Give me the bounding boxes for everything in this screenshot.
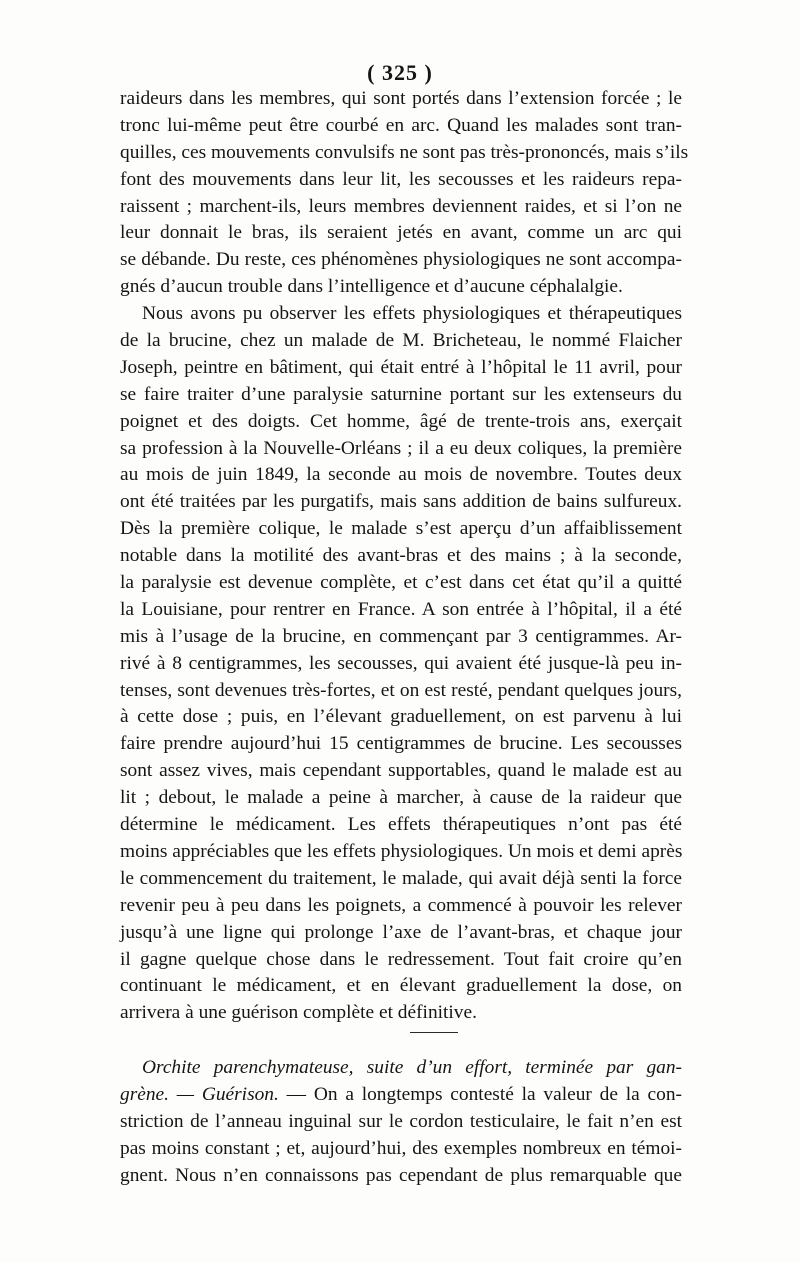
section-text: — On a longtemps contesté la valeur de la con- [278,1083,682,1105]
text-line: se faire traiter d’une paralysie saturnine portant sur les extenseurs du [120,383,682,405]
text-line: le commencement du traitement, le malade, qui avait déjà senti la force [120,867,682,889]
text-line: pas moins constant ; et, aujourd’hui, des exemples nombreux en témoi- [120,1137,682,1159]
text-line: ont été traitées par les purgatifs, mais sans addition de bains sulfureux. [120,491,682,513]
text-line: mis à l’usage de la brucine, en commençant par 3 centigrammes. Ar- [120,625,682,647]
text-line: Nous avons pu observer les effets physiologiques et thérapeutiques [142,303,682,325]
text-line: sont assez vives, mais cependant supportables, quand le malade est au [120,760,682,782]
body-text [120,86,689,1027]
section-orchite [120,1055,682,1189]
text-line: il gagne quelque chose dans le redressement. Tout fait croire qu’en [120,948,682,970]
paragraph-1 [120,86,689,301]
text-line: gnés d’aucun trouble dans l’intelligence et d’aucune céphalalgie. [120,276,623,298]
text-line: la paralysie est devenue complète, et c’est dans cet état qu’il a quitté [120,572,682,594]
text-line: tronc lui-même peut être courbé en arc. Quand les malades sont tran- [120,114,682,136]
text-line: gnent. Nous n’en connaissons pas cependant de plus remarquable que [120,1164,682,1186]
text-line: continuant le médicament, et en élevant graduellement la dose, on [120,975,682,997]
paragraph-2 [120,301,682,1027]
text-line: se débande. Du reste, ces phénomènes physiologiques ne sont accompa- [120,249,682,271]
text-line: jusqu’à une ligne qui prolonge l’axe de l’avant-bras, et chaque jour [120,921,682,943]
text-line [120,1082,682,1109]
text-line: notable dans la motilité des avant-bras et des mains ; à la seconde, [120,545,682,567]
text-line: font des mouvements dans leur lit, les secousses et les raideurs repa- [120,168,682,190]
text-line: sa profession à la Nouvelle-Orléans ; il a eu deux coliques, la première [120,437,682,459]
text-line: de la brucine, chez un malade de M. Bricheteau, le nommé Flaicher [120,330,682,352]
text-line: Dès la première colique, le malade s’est aperçu d’un affaiblissement [120,518,682,540]
text-line: détermine le médicament. Les effets thérapeutiques n’ont pas été [120,814,682,836]
text-line: tenses, sont devenues très-fortes, et on est resté, pendant quelques jours, [120,679,682,701]
section-title-end: grène. — Guérison. [120,1083,279,1105]
text-line: rivé à 8 centigrammes, les secousses, qui avaient été jusque-là peu in- [120,652,682,674]
text-line: lit ; debout, le malade a peine à marcher, à cause de la raideur que [120,787,682,809]
text-line: arrivera à une guérison complète et définitive. [120,1002,477,1024]
text-line: poignet et des doigts. Cet homme, âgé de trente-trois ans, exerçait [120,410,682,432]
text-line: striction de l’anneau inguinal sur le cordon testiculaire, le fait n’en est [120,1110,682,1132]
text-line: faire prendre aujourd’hui 15 centigrammes de brucine. Les secousses [120,733,682,755]
text-line: moins appréciables que les effets physiologiques. Un mois et demi après [120,840,683,862]
page-number: ( 325 ) [367,60,433,85]
text-line: la Louisiane, pour rentrer en France. A son entrée à l’hôpital, il a été [120,598,682,620]
text-line: à cette dose ; puis, en l’élevant graduellement, on est parvenu à lui [120,706,682,728]
section-title: Orchite parenchymateuse, suite d’un effort, terminée par gan- [142,1057,682,1078]
text-line: quilles, ces mouvements convulsifs ne sont pas très-prononcés, mais s’ils [120,141,689,163]
text-line: leur donnait le bras, ils seraient jetés en avant, comme un arc qui [120,222,682,244]
text-line: revenir peu à peu dans les poignets, a commencé à pouvoir les relever [120,894,682,916]
section-separator-rule [410,1032,458,1033]
text-line: raideurs dans les membres, qui sont portés dans l’extension forcée ; le [120,88,682,109]
text-line: Joseph, peintre en bâtiment, qui était entré à l’hôpital le 11 avril, pour [120,356,682,378]
text-line: au mois de juin 1849, la seconde au mois de novembre. Toutes deux [120,464,682,486]
text-line: raissent ; marchent-ils, leurs membres deviennent raides, et si l’on ne [120,195,682,217]
